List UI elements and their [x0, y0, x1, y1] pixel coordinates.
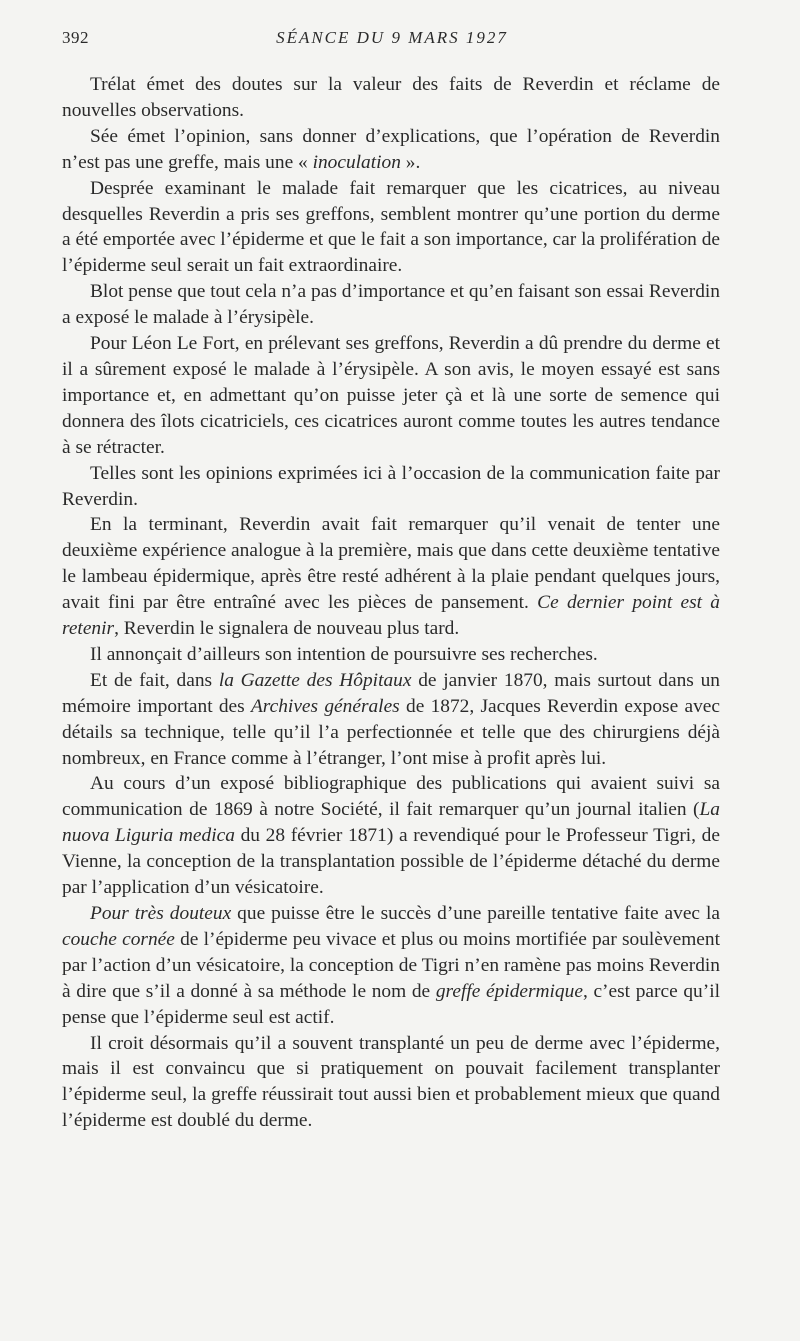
text-run: Blot pense que tout cela n’a pas d’importance et qu’en faisant son essai Reverdin a exposé le malade à l’érysipèle.	[62, 281, 720, 329]
text-run: ».	[400, 151, 421, 173]
text-run: Telles sont les opinions exprimées ici à l’occasion de la communication faite par Reverdin.	[62, 462, 720, 510]
text-run: Desprée examinant le malade fait remarquer que les cicatrices, au niveau desquelles Reverdin a pris ses greffons, semblent montrer qu’une portion du derme a été emportée avec l’épiderme et que le fait a son importance, car la prolifération de l’épiderme seul serait un fait extraordinaire.	[62, 177, 720, 277]
text-run: Il annonçait d’ailleurs son intention de poursuivre ses recherches.	[90, 643, 598, 665]
text-run: Trélat émet des doutes sur la valeur des faits de Reverdin et réclame de nouvelles observations.	[62, 74, 720, 121]
running-head: SÉANCE DU 9 MARS 1927	[276, 28, 508, 47]
italic-text: greffe épidermique	[435, 980, 583, 1002]
text-run: , c’est parce qu’il pense que l’épiderme seul est actif.	[62, 980, 720, 1028]
paragraph	[62, 279, 720, 331]
text-run: En la terminant, Reverdin avait fait remarquer qu’il venait de tenter une deuxième expérience analogue à la première, mais que dans cette deuxième tentative le lambeau épidermique, après être resté adhérent à la plaie pendant quelques jours, avait fini par être entraîné avec les pièces de pansement.	[62, 514, 720, 614]
text-run: Il croit désormais qu’il a souvent transplanté un peu de derme avec l’épiderme, mais il est convaincu que si pratiquement on pouvait facilement transplanter l’épiderme seul, la greffe réussirait tout aussi bien et probablement mieux que quand l’épiderme est doublé du derme.	[62, 1032, 720, 1132]
paragraph	[62, 668, 720, 772]
paragraph	[62, 72, 720, 124]
page-header	[62, 28, 722, 54]
text-run: , Reverdin le signalera de nouveau plus tard.	[114, 618, 460, 640]
text-run: Et de fait, dans	[90, 669, 219, 691]
paragraph	[62, 461, 720, 513]
text-run: Sée émet l’opinion, sans donner d’explications, que l’opération de Reverdin n’est pas une greffe, mais une «	[62, 125, 720, 173]
text-run: de janvier 1870, mais surtout dans un mémoire important des	[62, 669, 720, 717]
body-text	[62, 72, 720, 1134]
italic-text: La nuova Liguria medica	[62, 799, 720, 847]
page-number: 392	[62, 28, 89, 47]
text-run: du 28 février 1871) a revendiqué pour le Professeur Tigri, de Vienne, la conception de la transplantation possible de l’épiderme détaché du derme par l’application d’un vésicatoire.	[62, 825, 720, 899]
paragraph	[62, 901, 720, 1031]
paragraph	[62, 1031, 720, 1135]
italic-text: inoculation	[312, 151, 401, 173]
italic-text: couche cornée	[62, 928, 175, 950]
paragraph	[62, 331, 720, 461]
italic-text: Archives générales	[250, 695, 400, 717]
text-run: Pour Léon Le Fort, en prélevant ses greffons, Reverdin a dû prendre du derme et il a sûrement exposé le malade à l’érysipèle. A son avis, le moyen essayé est sans importance et, en admettant qu’on puisse jeter çà et là une sorte de semence qui donnera des îlots cicatriciels, ces cicatrices auront comme toutes les autres tendance à se rétracter.	[62, 333, 720, 458]
paragraph	[62, 124, 720, 176]
italic-text: Pour très douteux	[90, 903, 232, 924]
paragraph	[62, 642, 720, 668]
paragraph	[62, 771, 720, 901]
text-run: Au cours d’un exposé bibliographique des publications qui avaient suivi sa communication de 1869 à notre Société, il fait remarquer qu’un journal italien (	[62, 773, 720, 821]
paragraph	[62, 512, 720, 642]
italic-text: la Gazette des Hôpitaux	[218, 669, 412, 691]
italic-text: Ce dernier point est à retenir	[62, 592, 720, 640]
paragraph	[62, 176, 720, 280]
text-run: de l’épiderme peu vivace et plus ou moins mortifiée par soulèvement par l’action d’un vésicatoire, la conception de Tigri n’en ramène pas moins Reverdin à dire que s’il a donné à sa méthode le nom de	[62, 928, 720, 1002]
text-run: que puisse être le succès d’une pareille tentative faite avec la	[231, 903, 721, 924]
text-run: de 1872, Jacques Reverdin expose avec détails sa technique, telle qu’il l’a perfectionnée et telle que des chirurgiens déjà nombreux, en France comme à l’étranger, l’ont mise à profit après lui.	[62, 695, 720, 769]
